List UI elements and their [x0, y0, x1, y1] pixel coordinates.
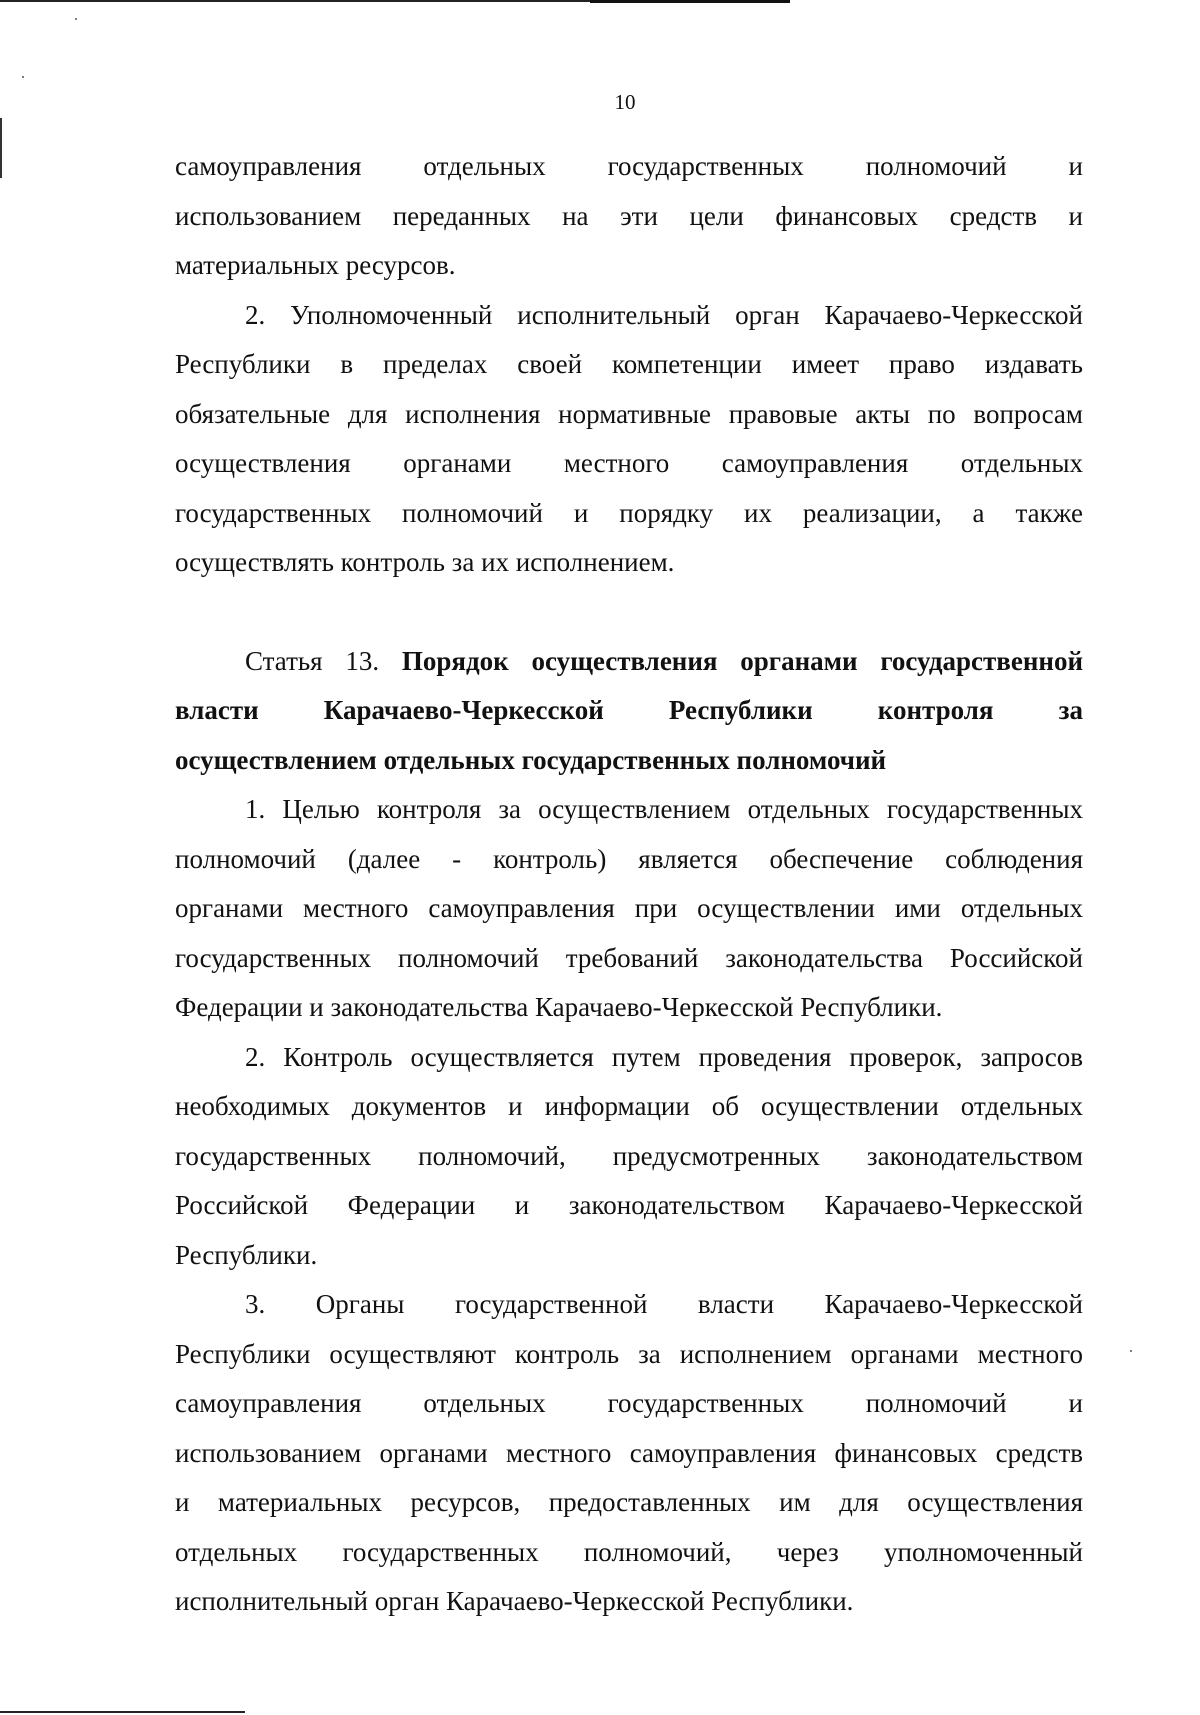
- text-line: и материальных ресурсов, предоставленных им для осуществления: [175, 1487, 1083, 1517]
- page-number: 10: [614, 90, 636, 114]
- text-line: государственных полномочий требований законодательства Российской: [175, 942, 1083, 973]
- text-line: использованием переданных на эти цели финансовых средств и: [175, 200, 1083, 231]
- text-line: использованием органами местного самоуправления финансовых средств: [175, 1437, 1083, 1468]
- text-line: Российской Федерации и законодательством Карачаево-Черкесской: [175, 1190, 1083, 1220]
- text-line: 3. Органы государственной власти Карачаево-Черкесской: [245, 1289, 1083, 1319]
- text-line: осуществлять контроль за их исполнением.: [175, 547, 675, 577]
- text-line: исполнительный орган Карачаево-Черкесской Республики.: [175, 1586, 854, 1616]
- article-heading: [175, 637, 1083, 687]
- article-title-line: власти Карачаево-Черкесской Республики контроля за: [175, 695, 1083, 725]
- scan-edge-top-thick: [590, 0, 790, 3]
- document-body: [175, 142, 1083, 1627]
- text-line: государственных полномочий, предусмотренных законодательством: [175, 1140, 1083, 1171]
- text-line: 1. Целью контроля за осуществлением отдельных государственных: [245, 794, 1083, 824]
- text-line: Республики осуществляют контроль за исполнением органами местного: [175, 1338, 1083, 1369]
- text-line: Федерации и законодательства Карачаево-Черкесской Республики.: [175, 992, 943, 1022]
- text-line: 2. Контроль осуществляется путем проведения проверок, запросов: [245, 1041, 1083, 1072]
- text-line: осуществления органами местного самоуправления отдельных: [175, 448, 1083, 478]
- text-line: самоуправления отдельных государственных полномочий и: [175, 1388, 1083, 1418]
- text-line: 2. Уполномоченный исполнительный орган Карачаево-Черкесской: [245, 299, 1083, 330]
- article-title-line: осуществлением отдельных государственных полномочий: [175, 744, 887, 775]
- text-line: Республики в пределах своей компетенции имеет право издавать: [175, 349, 1083, 379]
- text-line: необходимых документов и информации об осуществлении отдельных: [175, 1091, 1083, 1121]
- section-gap: [175, 588, 1083, 637]
- text-line: материальных ресурсов.: [175, 250, 456, 280]
- text-line: обязательные для исполнения нормативные правовые акты по вопросам: [175, 398, 1083, 429]
- scan-edge-left: [0, 118, 2, 178]
- article-title: Порядок осуществления органами государственной: [401, 645, 1083, 676]
- scan-speck: [1130, 1350, 1132, 1352]
- article-number: Статья 13.: [245, 645, 380, 676]
- scan-speck: [22, 76, 24, 78]
- text-line: государственных полномочий и порядку их реализации, а также: [175, 497, 1083, 528]
- text-line: самоуправления отдельных государственных полномочий и: [175, 151, 1083, 181]
- text-line: органами местного самоуправления при осуществлении ими отдельных: [175, 893, 1083, 923]
- text-line: Республики.: [175, 1239, 318, 1270]
- scan-edge-bottom: [0, 1711, 245, 1713]
- scan-speck: [75, 18, 77, 20]
- text-line: полномочий (далее - контроль) является обеспечение соблюдения: [175, 843, 1083, 874]
- text-line: отдельных государственных полномочий, через уполномоченный: [175, 1536, 1083, 1567]
